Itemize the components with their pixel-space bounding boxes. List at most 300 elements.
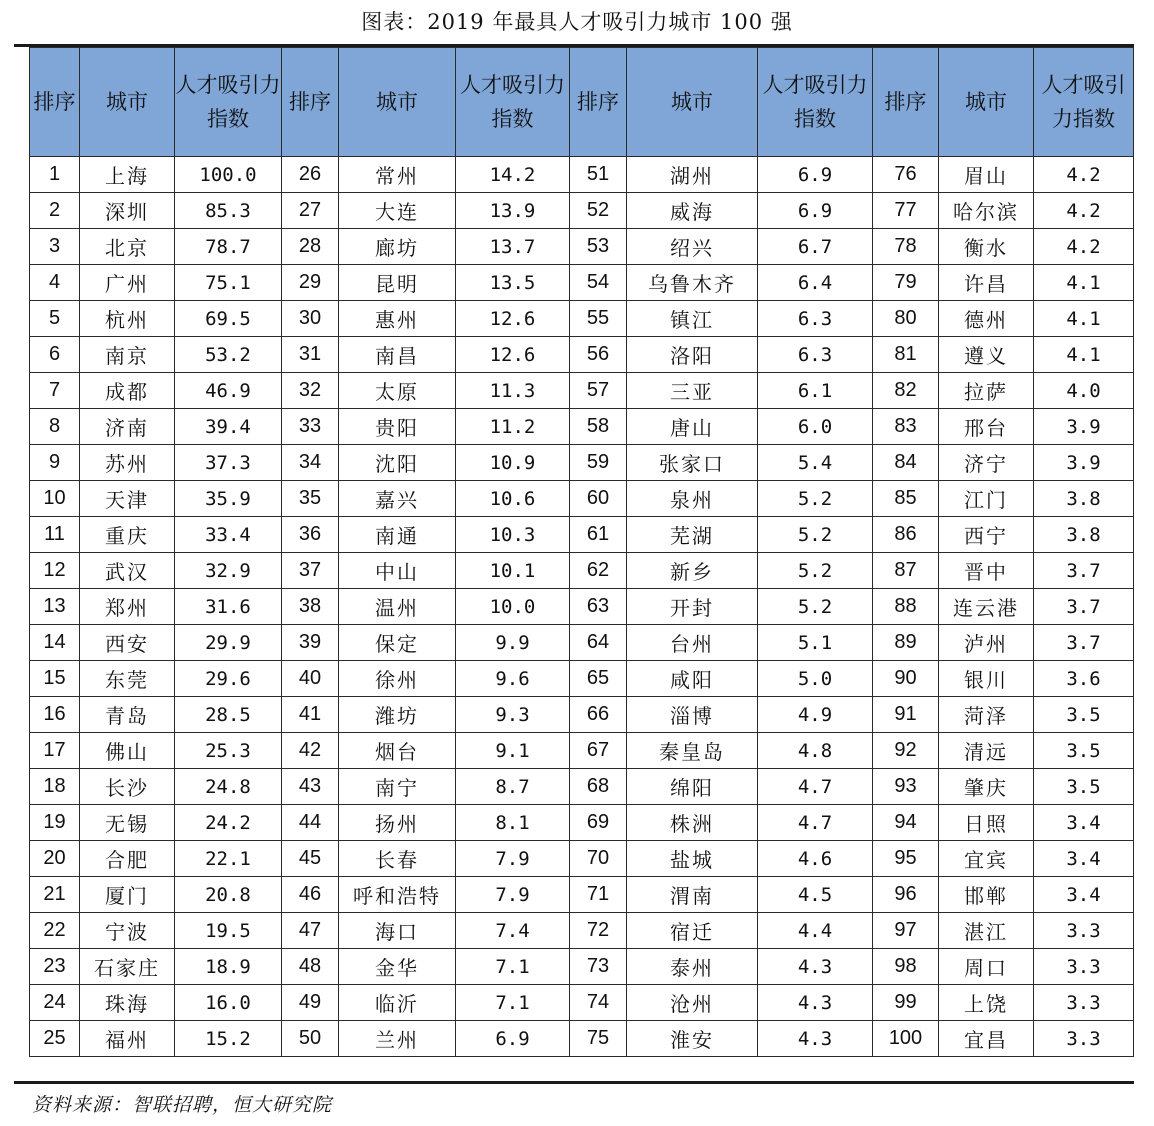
city-cell: 日照	[939, 805, 1034, 841]
rank-cell: 88	[873, 589, 939, 625]
index-cell: 33.4	[175, 517, 282, 553]
index-cell: 28.5	[175, 697, 282, 733]
index-cell: 6.9	[758, 193, 873, 229]
city-cell: 佛山	[80, 733, 175, 769]
index-cell: 18.9	[175, 949, 282, 985]
index-cell: 100.0	[175, 157, 282, 193]
rank-cell: 37	[282, 553, 339, 589]
rank-cell: 27	[282, 193, 339, 229]
city-cell: 南通	[339, 517, 456, 553]
table-row	[30, 157, 1134, 193]
rank-cell: 72	[570, 913, 627, 949]
header-row	[30, 48, 1134, 157]
table-row	[30, 337, 1134, 373]
rank-cell: 62	[570, 553, 627, 589]
rank-cell: 8	[30, 409, 80, 445]
city-cell: 威海	[627, 193, 758, 229]
city-cell: 沈阳	[339, 445, 456, 481]
city-cell: 呼和浩特	[339, 877, 456, 913]
index-cell: 16.0	[175, 985, 282, 1021]
rank-cell: 26	[282, 157, 339, 193]
city-cell: 厦门	[80, 877, 175, 913]
rank-cell: 80	[873, 301, 939, 337]
rank-cell: 85	[873, 481, 939, 517]
header-rank: 排序	[282, 48, 339, 157]
city-cell: 青岛	[80, 697, 175, 733]
rank-cell: 2	[30, 193, 80, 229]
header-index: 人才吸引力指数	[1034, 48, 1134, 157]
index-cell: 4.7	[758, 769, 873, 805]
city-cell: 西宁	[939, 517, 1034, 553]
rank-cell: 87	[873, 553, 939, 589]
city-cell: 常州	[339, 157, 456, 193]
rank-cell: 99	[873, 985, 939, 1021]
index-cell: 4.0	[1034, 373, 1134, 409]
rank-cell: 6	[30, 337, 80, 373]
rank-cell: 22	[30, 913, 80, 949]
index-cell: 4.6	[758, 841, 873, 877]
city-cell: 肇庆	[939, 769, 1034, 805]
rank-cell: 45	[282, 841, 339, 877]
rank-cell: 44	[282, 805, 339, 841]
city-cell: 天津	[80, 481, 175, 517]
table-row	[30, 625, 1134, 661]
rank-cell: 69	[570, 805, 627, 841]
table-row	[30, 445, 1134, 481]
index-cell: 6.1	[758, 373, 873, 409]
rank-cell: 18	[30, 769, 80, 805]
index-cell: 3.6	[1034, 661, 1134, 697]
rank-cell: 31	[282, 337, 339, 373]
rank-cell: 59	[570, 445, 627, 481]
index-cell: 3.8	[1034, 517, 1134, 553]
table-row	[30, 265, 1134, 301]
index-cell: 3.7	[1034, 553, 1134, 589]
city-cell: 泰州	[627, 949, 758, 985]
rank-cell: 82	[873, 373, 939, 409]
rank-cell: 57	[570, 373, 627, 409]
city-cell: 台州	[627, 625, 758, 661]
table-row	[30, 229, 1134, 265]
index-cell: 10.3	[456, 517, 570, 553]
city-cell: 沧州	[627, 985, 758, 1021]
rank-cell: 92	[873, 733, 939, 769]
rank-cell: 3	[30, 229, 80, 265]
index-cell: 31.6	[175, 589, 282, 625]
city-cell: 湛江	[939, 913, 1034, 949]
city-cell: 清远	[939, 733, 1034, 769]
table-row	[30, 409, 1134, 445]
index-cell: 3.7	[1034, 589, 1134, 625]
index-cell: 3.5	[1034, 769, 1134, 805]
index-cell: 4.3	[758, 985, 873, 1021]
city-cell: 深圳	[80, 193, 175, 229]
city-cell: 盐城	[627, 841, 758, 877]
rank-cell: 89	[873, 625, 939, 661]
index-cell: 4.2	[1034, 157, 1134, 193]
index-cell: 4.5	[758, 877, 873, 913]
index-cell: 8.1	[456, 805, 570, 841]
city-cell: 泉州	[627, 481, 758, 517]
table-header	[30, 48, 1134, 157]
city-cell: 潍坊	[339, 697, 456, 733]
table-row	[30, 841, 1134, 877]
index-cell: 6.9	[758, 157, 873, 193]
table-body	[30, 157, 1134, 1057]
city-cell: 拉萨	[939, 373, 1034, 409]
header-index: 人才吸引力指数	[456, 48, 570, 157]
city-cell: 德州	[939, 301, 1034, 337]
index-cell: 5.0	[758, 661, 873, 697]
city-cell: 邢台	[939, 409, 1034, 445]
rank-cell: 38	[282, 589, 339, 625]
index-cell: 12.6	[456, 301, 570, 337]
index-cell: 37.3	[175, 445, 282, 481]
city-cell: 福州	[80, 1021, 175, 1057]
index-cell: 3.4	[1034, 805, 1134, 841]
index-cell: 32.9	[175, 553, 282, 589]
rank-cell: 25	[30, 1021, 80, 1057]
table-row	[30, 733, 1134, 769]
rank-cell: 71	[570, 877, 627, 913]
city-cell: 湖州	[627, 157, 758, 193]
rank-cell: 84	[873, 445, 939, 481]
rank-cell: 73	[570, 949, 627, 985]
table-row	[30, 985, 1134, 1021]
rank-cell: 47	[282, 913, 339, 949]
ranking-table	[29, 47, 1134, 1057]
index-cell: 7.4	[456, 913, 570, 949]
index-cell: 29.9	[175, 625, 282, 661]
city-cell: 衡水	[939, 229, 1034, 265]
index-cell: 35.9	[175, 481, 282, 517]
city-cell: 郑州	[80, 589, 175, 625]
city-cell: 眉山	[939, 157, 1034, 193]
index-cell: 29.6	[175, 661, 282, 697]
index-cell: 10.9	[456, 445, 570, 481]
rank-cell: 70	[570, 841, 627, 877]
rank-cell: 4	[30, 265, 80, 301]
city-cell: 周口	[939, 949, 1034, 985]
rank-cell: 16	[30, 697, 80, 733]
city-cell: 唐山	[627, 409, 758, 445]
rank-cell: 17	[30, 733, 80, 769]
rank-cell: 40	[282, 661, 339, 697]
rank-cell: 74	[570, 985, 627, 1021]
rank-cell: 64	[570, 625, 627, 661]
city-cell: 绍兴	[627, 229, 758, 265]
index-cell: 13.7	[456, 229, 570, 265]
rank-cell: 49	[282, 985, 339, 1021]
city-cell: 南昌	[339, 337, 456, 373]
rank-cell: 75	[570, 1021, 627, 1057]
city-cell: 徐州	[339, 661, 456, 697]
index-cell: 4.1	[1034, 265, 1134, 301]
rank-cell: 78	[873, 229, 939, 265]
rank-cell: 65	[570, 661, 627, 697]
index-cell: 22.1	[175, 841, 282, 877]
index-cell: 85.3	[175, 193, 282, 229]
index-cell: 4.3	[758, 949, 873, 985]
rank-cell: 94	[873, 805, 939, 841]
rank-cell: 29	[282, 265, 339, 301]
rank-cell: 7	[30, 373, 80, 409]
rank-cell: 79	[873, 265, 939, 301]
rank-cell: 90	[873, 661, 939, 697]
city-cell: 南京	[80, 337, 175, 373]
city-cell: 宜宾	[939, 841, 1034, 877]
index-cell: 3.3	[1034, 1021, 1134, 1057]
header-rank: 排序	[570, 48, 627, 157]
city-cell: 咸阳	[627, 661, 758, 697]
city-cell: 遵义	[939, 337, 1034, 373]
city-cell: 廊坊	[339, 229, 456, 265]
index-cell: 10.1	[456, 553, 570, 589]
city-cell: 烟台	[339, 733, 456, 769]
index-cell: 3.5	[1034, 733, 1134, 769]
header-city: 城市	[939, 48, 1034, 157]
rank-cell: 98	[873, 949, 939, 985]
index-cell: 5.2	[758, 589, 873, 625]
index-cell: 53.2	[175, 337, 282, 373]
rank-cell: 93	[873, 769, 939, 805]
city-cell: 无锡	[80, 805, 175, 841]
index-cell: 4.3	[758, 1021, 873, 1057]
header-index: 人才吸引力指数	[175, 48, 282, 157]
index-cell: 5.2	[758, 553, 873, 589]
index-cell: 6.3	[758, 301, 873, 337]
city-cell: 扬州	[339, 805, 456, 841]
index-cell: 6.4	[758, 265, 873, 301]
header-city: 城市	[627, 48, 758, 157]
index-cell: 24.2	[175, 805, 282, 841]
index-cell: 9.3	[456, 697, 570, 733]
city-cell: 西安	[80, 625, 175, 661]
index-cell: 4.4	[758, 913, 873, 949]
rank-cell: 46	[282, 877, 339, 913]
index-cell: 9.6	[456, 661, 570, 697]
index-cell: 4.9	[758, 697, 873, 733]
rank-cell: 48	[282, 949, 339, 985]
city-cell: 金华	[339, 949, 456, 985]
table-row	[30, 697, 1134, 733]
table-row	[30, 193, 1134, 229]
rank-cell: 42	[282, 733, 339, 769]
city-cell: 上饶	[939, 985, 1034, 1021]
rank-cell: 23	[30, 949, 80, 985]
rank-cell: 54	[570, 265, 627, 301]
city-cell: 珠海	[80, 985, 175, 1021]
bottom-rule	[14, 1081, 1134, 1084]
city-cell: 昆明	[339, 265, 456, 301]
rank-cell: 76	[873, 157, 939, 193]
table-row	[30, 949, 1134, 985]
rank-cell: 12	[30, 553, 80, 589]
table-row	[30, 373, 1134, 409]
rank-cell: 55	[570, 301, 627, 337]
table-row	[30, 481, 1134, 517]
city-cell: 嘉兴	[339, 481, 456, 517]
city-cell: 渭南	[627, 877, 758, 913]
city-cell: 江门	[939, 481, 1034, 517]
rank-cell: 1	[30, 157, 80, 193]
city-cell: 保定	[339, 625, 456, 661]
city-cell: 济南	[80, 409, 175, 445]
city-cell: 太原	[339, 373, 456, 409]
city-cell: 长沙	[80, 769, 175, 805]
rank-cell: 63	[570, 589, 627, 625]
index-cell: 6.0	[758, 409, 873, 445]
city-cell: 镇江	[627, 301, 758, 337]
rank-cell: 96	[873, 877, 939, 913]
index-cell: 12.6	[456, 337, 570, 373]
rank-cell: 35	[282, 481, 339, 517]
index-cell: 6.3	[758, 337, 873, 373]
rank-cell: 58	[570, 409, 627, 445]
index-cell: 3.4	[1034, 841, 1134, 877]
index-cell: 5.2	[758, 517, 873, 553]
city-cell: 新乡	[627, 553, 758, 589]
index-cell: 9.1	[456, 733, 570, 769]
rank-cell: 5	[30, 301, 80, 337]
index-cell: 4.1	[1034, 301, 1134, 337]
rank-cell: 30	[282, 301, 339, 337]
index-cell: 7.1	[456, 985, 570, 1021]
city-cell: 连云港	[939, 589, 1034, 625]
rank-cell: 9	[30, 445, 80, 481]
city-cell: 杭州	[80, 301, 175, 337]
city-cell: 开封	[627, 589, 758, 625]
city-cell: 许昌	[939, 265, 1034, 301]
rank-cell: 28	[282, 229, 339, 265]
city-cell: 重庆	[80, 517, 175, 553]
city-cell: 银川	[939, 661, 1034, 697]
city-cell: 苏州	[80, 445, 175, 481]
city-cell: 宜昌	[939, 1021, 1034, 1057]
rank-cell: 21	[30, 877, 80, 913]
city-cell: 成都	[80, 373, 175, 409]
index-cell: 25.3	[175, 733, 282, 769]
index-cell: 78.7	[175, 229, 282, 265]
table-row	[30, 805, 1134, 841]
index-cell: 6.7	[758, 229, 873, 265]
index-cell: 20.8	[175, 877, 282, 913]
city-cell: 宁波	[80, 913, 175, 949]
index-cell: 10.6	[456, 481, 570, 517]
index-cell: 3.3	[1034, 913, 1134, 949]
city-cell: 济宁	[939, 445, 1034, 481]
city-cell: 淮安	[627, 1021, 758, 1057]
index-cell: 4.2	[1034, 229, 1134, 265]
city-cell: 合肥	[80, 841, 175, 877]
table-row	[30, 1021, 1134, 1057]
header-city: 城市	[339, 48, 456, 157]
city-cell: 上海	[80, 157, 175, 193]
city-cell: 泸州	[939, 625, 1034, 661]
index-cell: 14.2	[456, 157, 570, 193]
header-rank: 排序	[30, 48, 80, 157]
table-row	[30, 553, 1134, 589]
rank-cell: 20	[30, 841, 80, 877]
rank-cell: 68	[570, 769, 627, 805]
city-cell: 海口	[339, 913, 456, 949]
index-cell: 3.9	[1034, 445, 1134, 481]
index-cell: 5.4	[758, 445, 873, 481]
rank-cell: 53	[570, 229, 627, 265]
city-cell: 乌鲁木齐	[627, 265, 758, 301]
rank-cell: 95	[873, 841, 939, 877]
index-cell: 3.7	[1034, 625, 1134, 661]
rank-cell: 91	[873, 697, 939, 733]
index-cell: 46.9	[175, 373, 282, 409]
city-cell: 绵阳	[627, 769, 758, 805]
city-cell: 临沂	[339, 985, 456, 1021]
rank-cell: 33	[282, 409, 339, 445]
index-cell: 3.5	[1034, 697, 1134, 733]
index-cell: 3.8	[1034, 481, 1134, 517]
rank-cell: 24	[30, 985, 80, 1021]
rank-cell: 41	[282, 697, 339, 733]
city-cell: 芜湖	[627, 517, 758, 553]
rank-cell: 39	[282, 625, 339, 661]
index-cell: 5.2	[758, 481, 873, 517]
rank-cell: 14	[30, 625, 80, 661]
city-cell: 张家口	[627, 445, 758, 481]
city-cell: 中山	[339, 553, 456, 589]
city-cell: 北京	[80, 229, 175, 265]
table-row	[30, 589, 1134, 625]
index-cell: 15.2	[175, 1021, 282, 1057]
index-cell: 7.9	[456, 877, 570, 913]
city-cell: 大连	[339, 193, 456, 229]
header-index: 人才吸引力指数	[758, 48, 873, 157]
city-cell: 洛阳	[627, 337, 758, 373]
index-cell: 13.5	[456, 265, 570, 301]
rank-cell: 43	[282, 769, 339, 805]
index-cell: 4.2	[1034, 193, 1134, 229]
city-cell: 宿迁	[627, 913, 758, 949]
rank-cell: 60	[570, 481, 627, 517]
index-cell: 3.9	[1034, 409, 1134, 445]
table-row	[30, 301, 1134, 337]
city-cell: 东莞	[80, 661, 175, 697]
index-cell: 11.3	[456, 373, 570, 409]
index-cell: 7.1	[456, 949, 570, 985]
rank-cell: 61	[570, 517, 627, 553]
index-cell: 8.7	[456, 769, 570, 805]
rank-cell: 67	[570, 733, 627, 769]
table-row	[30, 769, 1134, 805]
rank-cell: 32	[282, 373, 339, 409]
city-cell: 秦皇岛	[627, 733, 758, 769]
city-cell: 温州	[339, 589, 456, 625]
city-cell: 广州	[80, 265, 175, 301]
city-cell: 兰州	[339, 1021, 456, 1057]
index-cell: 11.2	[456, 409, 570, 445]
rank-cell: 77	[873, 193, 939, 229]
city-cell: 哈尔滨	[939, 193, 1034, 229]
index-cell: 4.8	[758, 733, 873, 769]
rank-cell: 36	[282, 517, 339, 553]
city-cell: 晋中	[939, 553, 1034, 589]
index-cell: 7.9	[456, 841, 570, 877]
table-row	[30, 913, 1134, 949]
index-cell: 5.1	[758, 625, 873, 661]
index-cell: 24.8	[175, 769, 282, 805]
city-cell: 石家庄	[80, 949, 175, 985]
index-cell: 19.5	[175, 913, 282, 949]
rank-cell: 13	[30, 589, 80, 625]
